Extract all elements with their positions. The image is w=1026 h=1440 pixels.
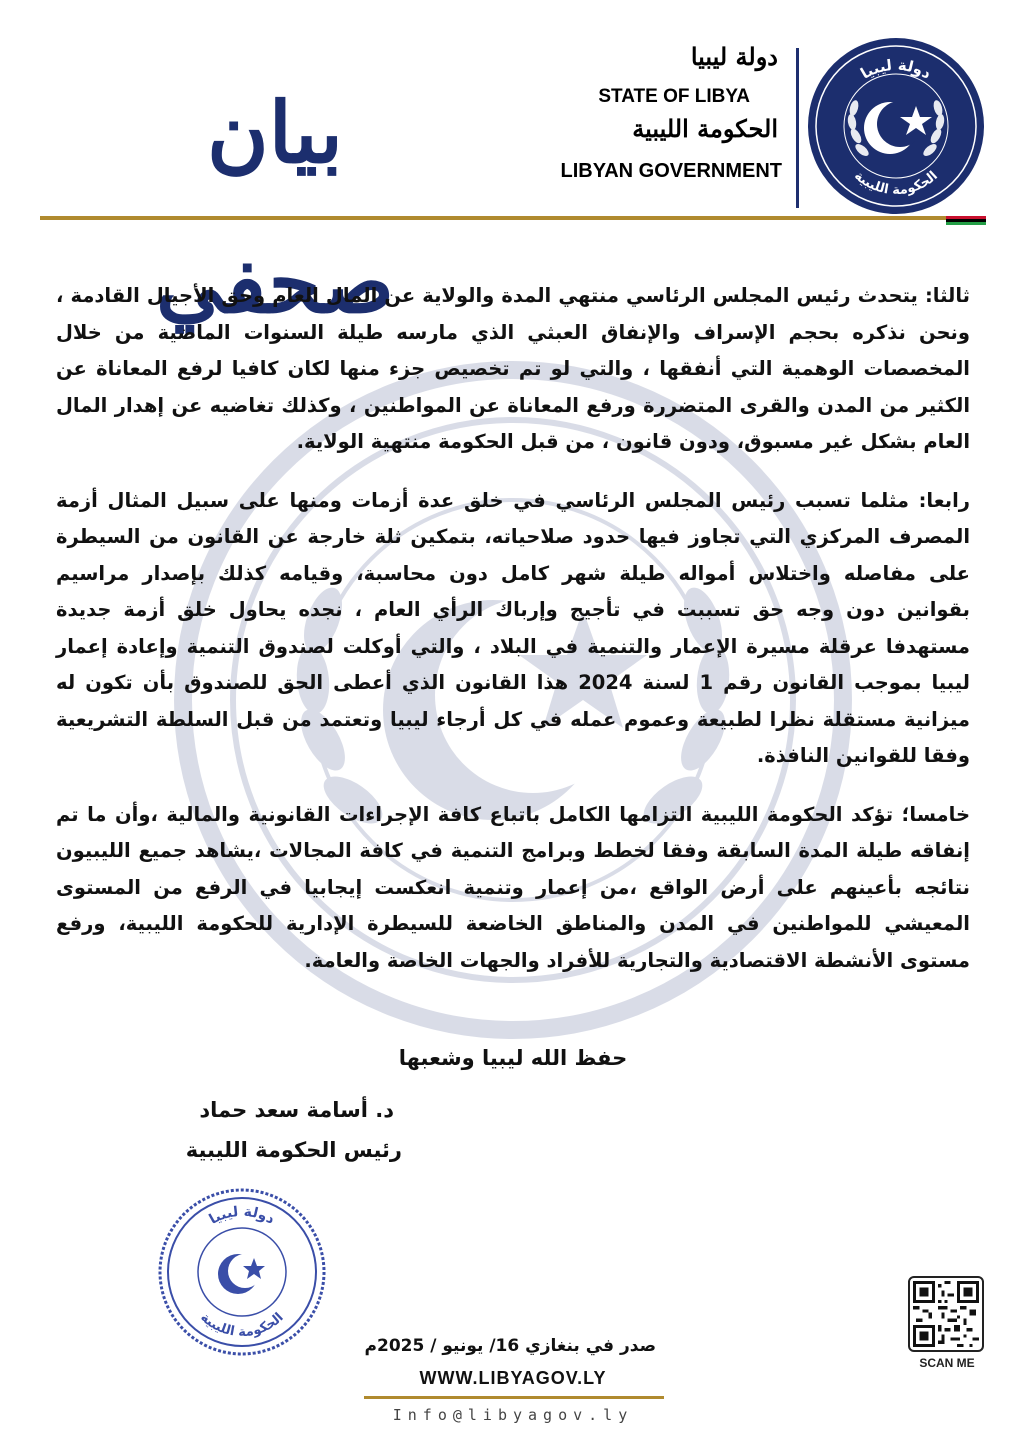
state-name-english: STATE OF LIBYA — [598, 86, 750, 107]
statement-body — [56, 278, 970, 1001]
header-divider — [796, 48, 799, 208]
flag-color-stripe — [946, 216, 986, 225]
svg-text:دولة ليبيا — [207, 1204, 278, 1228]
stamp-text-top: دولة ليبيا — [206, 1203, 278, 1228]
website-link[interactable]: WWW.LIBYAGOV.LY — [419, 1368, 607, 1388]
government-name-english: LIBYAN GOVERNMENT — [560, 160, 782, 182]
svg-text:الحكومة الليبية — [197, 1310, 286, 1340]
qr-code-frame[interactable] — [908, 1276, 984, 1352]
paragraph-fourth: رابعا: مثلما تسبب رئيس المجلس الرئاسي في خلق عدة أزمات ومنها على سبيل المثال أزمة المصرف المركزي التي تجاوز فيها حدود صلاحياته، بتمكين ثلة خارجة عن القانون من السيطرة على مفاصله واختلاس أمواله طيلة شهر كامل دون محاسبة، وقيامه كذلك بإصدار مراسيم بقوانين دون وجه حق تسببت في تأجيج وإرباك الرأي العام ، نجده يحاول خلق أزمة جديدة مستهدفا عرقلة مسيرة الإعمار والتنمية في البلاد ، والتي أوكلت لصندوق التنمية وإعادة إعمار ليبيا بموجب القانون رقم 1 لسنة 2024 هذا القانون الذي أعطى الحق للصندوق بأن تكون له ميزانية مستقلة نظرا لطبيعة وعموم عمله في كل أرجاء ليبيا وتعتمد من قبل السلطة التشريعية وفقا للقوانين النافذة. — [56, 488, 970, 767]
government-name-arabic: الحكومة الليبية — [632, 114, 778, 143]
stamp-text-bottom: الحكومة الليبية — [197, 1310, 287, 1340]
signatory-name: د. أسامة سعد حماد — [199, 1098, 394, 1122]
closing-phrase: حفظ الله ليبيا وشعبها — [398, 1046, 628, 1070]
paragraph-fifth: خامسا؛ تؤكد الحكومة الليبية التزامها الكامل باتباع كافة الإجراءات القانونية والمالية ،وأن ما تم إنفاقه طيلة المدة السابقة وفقا لخطط وبرامج التنمية في كافة المجالات ،يشاهد جميع الليبيون نتائجه بأعينهم على أرض الواقع ،من إعمار وتنمية انعكست إيجابيا في الرفع من المستوى المعيشي للمواطنين في المدن والمناطق الخاضعة للسيطرة الإدارية للحكومة الليبية، ورفع مستوى الأنشطة الاقتصادية والتجارية للأفراد والجهات الخاصة والعامة. — [56, 802, 970, 972]
paragraph-third: ثالثا: يتحدث رئيس المجلس الرئاسي منتهي المدة والولاية عن المال العام وحق الأجيال القادمة ، ونحن نذكره بحجم الإسراف والإنفاق العبثي الذي مارسه طيلة السنوات الماضية من خلال المخصصات الوهمية التي أنفقها ، والتي لو تم تخصيص جزء منها لكان كافيا لرفع المعاناة عن الكثير من المدن والقرى المتضررة ورفع المعاناة عن المواطنين ، وكذلك تغاضيه عن إهدار المال العام بشكل غير مسبوق، ودون قانون ، من قبل الحكومة منتهية الولاية. — [56, 284, 970, 453]
libya-emblem-logo — [806, 36, 986, 216]
press-release-title: بيان صحفي — [155, 83, 395, 332]
official-stamp — [156, 1186, 328, 1358]
emblem-text-bottom: الحكومة الليبية — [851, 168, 941, 199]
footer-gold-rule — [364, 1396, 664, 1399]
qr-code-icon[interactable] — [913, 1281, 979, 1347]
email-address[interactable]: Info@libyagov.ly — [392, 1406, 634, 1424]
signatory-title: رئيس الحكومة الليبية — [185, 1138, 402, 1162]
header-gold-rule — [40, 216, 980, 220]
issue-place-date: صدر في بنغازي 16/ يونيو / 2025م — [364, 1336, 656, 1356]
scan-me-label: SCAN ME — [919, 1356, 975, 1370]
state-name-arabic: دولة ليبيا — [690, 42, 778, 71]
emblem-text-top: دولة ليبيا — [857, 55, 935, 83]
